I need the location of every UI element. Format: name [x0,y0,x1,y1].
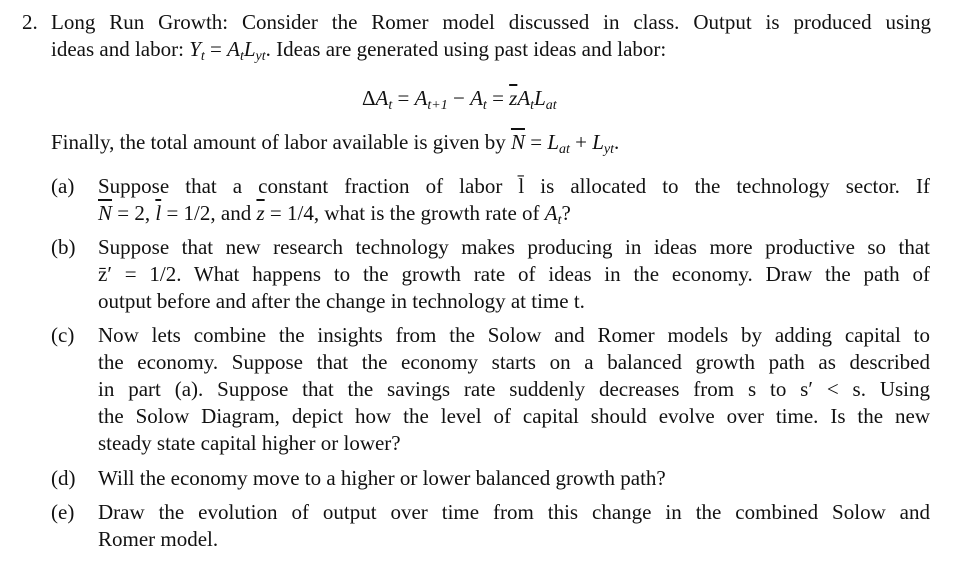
part-d-label: (d) [51,466,76,490]
part-e-line-2: Romer model. [98,527,219,551]
part-c-label: (c) [51,323,75,347]
intro-line-2-text: ideas and labor: [51,37,190,61]
part-c-line-3: in part (a). Suppose that the savings rate suddenly decreases from s to s′ < s. Using [98,377,930,401]
part-b-line-2: z̄′ = 1/2. What happens to the growth rate of ideas in the economy. Draw the path of [98,262,930,286]
part-a-line-1: Suppose that a constant fraction of labor l̄ is allocated to the technology sector. If [98,174,930,198]
part-c-line-1: Now lets combine the insights from the Solow and Romer models by adding capital to [98,323,930,347]
labor-total-text: Finally, the total amount of labor available is given by [51,130,511,154]
intro-line-1: Long Run Growth: Consider the Romer model discussed in class. Output is produced using [51,10,931,34]
output-equation: $Y_t = A_tL_{yt}$. [189,37,271,64]
part-b-line-1: Suppose that new research technology makes producing in ideas more productive so that [98,235,930,259]
part-b-line-3: output before and after the change in technology at time t. [98,289,585,313]
part-e-line-1: Draw the evolution of output over time from this change in the combined Solow and [98,500,930,524]
part-c-line-5: steady state capital higher or lower? [98,431,401,455]
part-e-label: (e) [51,500,75,524]
part-a-line-2: $\overline{N} = 2$, $\overline{l} = 1/2$, and $\overline{z} = 1/4$, what is the growth rate of $A_t$? [98,201,571,228]
labor-total-equation: $\overline{N} = L_{at} + L_{yt}$. [510,130,620,157]
labor-total-line [51,129,619,156]
ideas-equation: $\Delta A_t = A_{t+1} - A_t = \overline{z}A_tL_{at}$ [362,86,557,113]
intro-line-2 [51,36,666,63]
part-a-label: (a) [51,174,75,198]
part-b-label: (b) [51,235,76,259]
part-c-line-2: the economy. Suppose that the economy starts on a balanced growth path as described [98,350,930,374]
part-d-line-1: Will the economy move to a higher or lower balanced growth path? [98,466,666,490]
intro-line-2-tail: Ideas are generated using past ideas and labor: [270,37,667,61]
part-c-line-4: the Solow Diagram, depict how the level of capital should evolve over time. Is the new [98,404,930,428]
problem-number: 2. [22,10,38,34]
